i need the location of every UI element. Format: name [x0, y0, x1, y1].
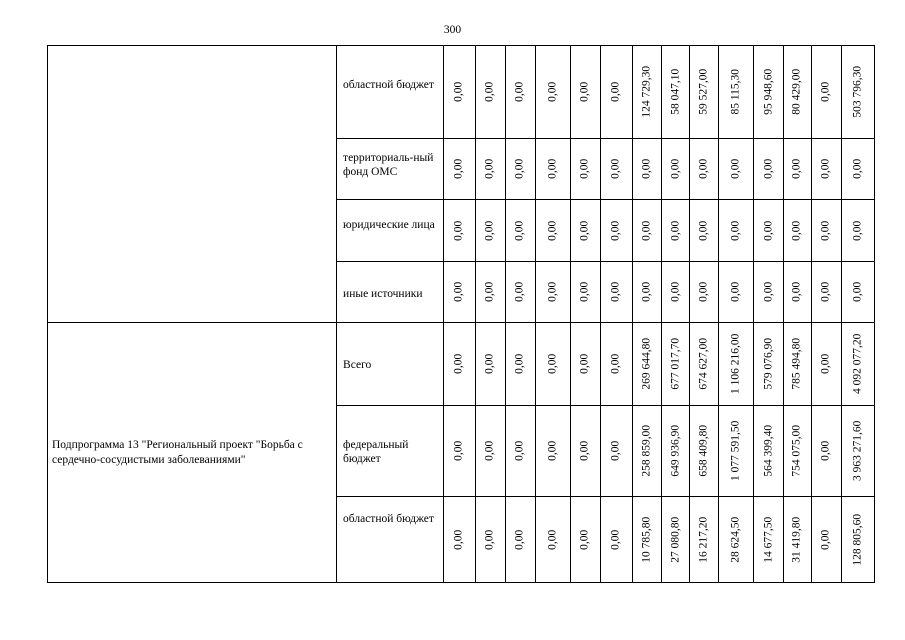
- value-cell: 0,00: [811, 323, 841, 406]
- value-cell: 0,00: [475, 46, 505, 139]
- value-cell: 269 644,80: [633, 323, 662, 406]
- value-cell: 0,00: [783, 262, 811, 323]
- value-cell: 0,00: [444, 406, 475, 497]
- funding-source: юридические лица: [337, 200, 444, 262]
- value-cell: 128 805,60: [841, 497, 874, 583]
- value-cell: 0,00: [475, 497, 505, 583]
- value-cell: 0,00: [811, 262, 841, 323]
- value-cell: 0,00: [841, 139, 874, 200]
- value-cell: 0,00: [570, 200, 600, 262]
- program-name-cell: [48, 46, 337, 323]
- value-cell: 10 785,80: [633, 497, 662, 583]
- value-cell: 0,00: [570, 46, 600, 139]
- value-cell: 0,00: [600, 497, 632, 583]
- value-cell: 0,00: [633, 262, 662, 323]
- value-cell: 564 399,40: [754, 406, 783, 497]
- funding-source: областной бюджет: [337, 46, 444, 139]
- value-cell: 649 936,90: [662, 406, 690, 497]
- value-cell: 1 106 216,00: [719, 323, 754, 406]
- value-cell: 674 627,00: [690, 323, 719, 406]
- value-cell: 0,00: [783, 200, 811, 262]
- value-cell: 0,00: [475, 406, 505, 497]
- value-cell: 0,00: [444, 46, 475, 139]
- value-cell: 0,00: [475, 262, 505, 323]
- value-cell: 0,00: [719, 139, 754, 200]
- value-cell: 0,00: [505, 323, 535, 406]
- value-cell: 3 963 271,60: [841, 406, 874, 497]
- value-cell: 0,00: [600, 46, 632, 139]
- value-cell: 4 092 077,20: [841, 323, 874, 406]
- value-cell: 785 494,80: [783, 323, 811, 406]
- value-cell: 0,00: [535, 323, 570, 406]
- value-cell: 0,00: [754, 139, 783, 200]
- value-cell: 0,00: [662, 262, 690, 323]
- value-cell: 0,00: [690, 139, 719, 200]
- funding-source: областной бюджет: [337, 497, 444, 583]
- value-cell: 0,00: [690, 200, 719, 262]
- value-cell: 0,00: [535, 497, 570, 583]
- value-cell: 0,00: [690, 262, 719, 323]
- value-cell: 0,00: [535, 46, 570, 139]
- value-cell: 0,00: [505, 262, 535, 323]
- value-cell: 677 017,70: [662, 323, 690, 406]
- table-row: [48, 323, 875, 406]
- value-cell: 0,00: [505, 497, 535, 583]
- value-cell: 0,00: [570, 139, 600, 200]
- program-name-cell: Подпрограмма 13 "Региональный проект "Борьба с сердечно-сосудистыми заболеваниями": [48, 323, 337, 583]
- value-cell: 0,00: [444, 200, 475, 262]
- value-cell: 59 527,00: [690, 46, 719, 139]
- value-cell: 0,00: [570, 406, 600, 497]
- value-cell: 0,00: [600, 323, 632, 406]
- value-cell: 0,00: [600, 406, 632, 497]
- value-cell: 0,00: [633, 139, 662, 200]
- value-cell: 0,00: [841, 262, 874, 323]
- value-cell: 0,00: [811, 46, 841, 139]
- value-cell: 0,00: [505, 406, 535, 497]
- value-cell: 0,00: [719, 262, 754, 323]
- value-cell: 0,00: [633, 200, 662, 262]
- value-cell: 658 409,80: [690, 406, 719, 497]
- value-cell: 0,00: [444, 323, 475, 406]
- value-cell: 0,00: [783, 139, 811, 200]
- value-cell: 0,00: [662, 200, 690, 262]
- value-cell: 27 080,80: [662, 497, 690, 583]
- value-cell: 0,00: [535, 200, 570, 262]
- value-cell: 503 796,30: [841, 46, 874, 139]
- value-cell: 258 859,00: [633, 406, 662, 497]
- value-cell: 0,00: [811, 497, 841, 583]
- value-cell: 0,00: [811, 406, 841, 497]
- value-cell: 0,00: [719, 200, 754, 262]
- value-cell: 0,00: [570, 262, 600, 323]
- value-cell: 0,00: [505, 139, 535, 200]
- value-cell: 85 115,30: [719, 46, 754, 139]
- value-cell: 0,00: [754, 200, 783, 262]
- value-cell: 0,00: [600, 262, 632, 323]
- page-number: 300: [443, 24, 462, 36]
- value-cell: 80 429,00: [783, 46, 811, 139]
- funding-source: иные источники: [337, 262, 444, 323]
- value-cell: 0,00: [475, 139, 505, 200]
- value-cell: 0,00: [600, 200, 632, 262]
- value-cell: 124 729,30: [633, 46, 662, 139]
- value-cell: 1 077 591,50: [719, 406, 754, 497]
- value-cell: 16 217,20: [690, 497, 719, 583]
- value-cell: 754 075,00: [783, 406, 811, 497]
- funding-source: территориаль-ный фонд ОМС: [337, 139, 444, 200]
- value-cell: 0,00: [570, 323, 600, 406]
- value-cell: 95 948,60: [754, 46, 783, 139]
- value-cell: 0,00: [475, 323, 505, 406]
- value-cell: 31 419,80: [783, 497, 811, 583]
- value-cell: 0,00: [444, 139, 475, 200]
- funding-source: федеральный бюджет: [337, 406, 444, 497]
- value-cell: 0,00: [535, 406, 570, 497]
- funding-source: Всего: [337, 323, 444, 406]
- value-cell: 0,00: [841, 200, 874, 262]
- value-cell: 0,00: [444, 497, 475, 583]
- value-cell: 28 624,50: [719, 497, 754, 583]
- value-cell: 0,00: [811, 139, 841, 200]
- value-cell: 0,00: [444, 262, 475, 323]
- value-cell: 0,00: [570, 497, 600, 583]
- value-cell: 0,00: [811, 200, 841, 262]
- budget-table: [47, 45, 875, 583]
- value-cell: 579 076,90: [754, 323, 783, 406]
- value-cell: 0,00: [535, 139, 570, 200]
- value-cell: 0,00: [505, 200, 535, 262]
- value-cell: 0,00: [535, 262, 570, 323]
- value-cell: 0,00: [662, 139, 690, 200]
- value-cell: 0,00: [505, 46, 535, 139]
- value-cell: 14 677,50: [754, 497, 783, 583]
- value-cell: 58 047,10: [662, 46, 690, 139]
- value-cell: 0,00: [600, 139, 632, 200]
- table-row: [48, 46, 875, 139]
- value-cell: 0,00: [475, 200, 505, 262]
- value-cell: 0,00: [754, 262, 783, 323]
